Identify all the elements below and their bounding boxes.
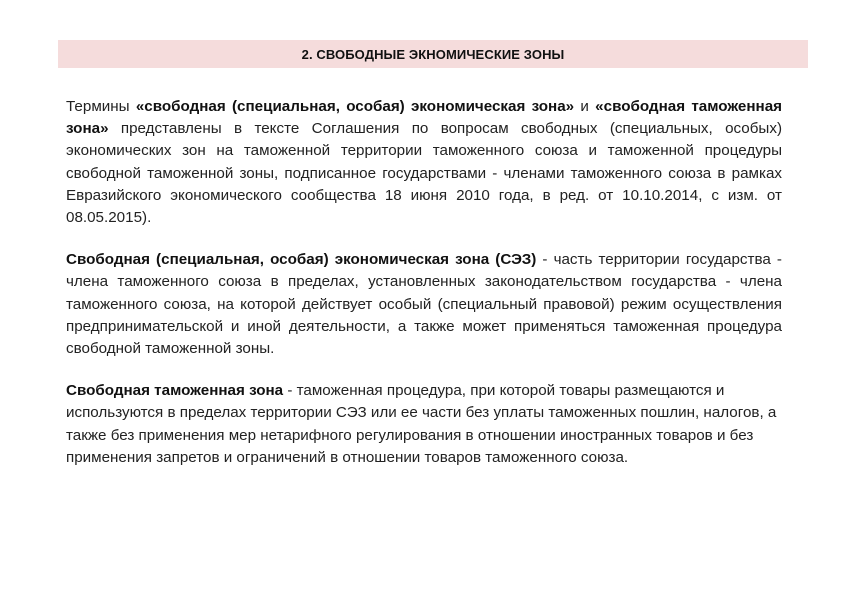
paragraph-text: - часть территории государства - члена таможенного союза в пределах, установленных законодательством государства - члена таможенного союза, на которой действует особый (специальный правовой) режим осуществления предпринимательской и иной деятельности, а также может применяться таможенная процедура свободной таможенной зоны. bbox=[66, 251, 782, 358]
paragraph-fcz-definition bbox=[66, 380, 782, 469]
paragraph-text: и bbox=[574, 98, 596, 115]
section-title: 2. СВОБОДНЫЕ ЭКНОМИЧЕСКИЕ ЗОНЫ bbox=[301, 46, 565, 62]
paragraph-text: - таможенная процедура, при которой товары размещаются и используются в пределах территории СЭЗ или ее части без уплаты таможенных пошлин, налогов, а также без применения мер нетарифного регулирования в отношении иностранных товаров и без применения запретов и ограничений в отношении товаров таможенного союза. bbox=[66, 382, 777, 466]
term-free-customs-zone: «свободная таможенная зона» bbox=[66, 98, 782, 138]
paragraph-sez-definition bbox=[66, 249, 782, 360]
term-sez: «свободная (специальная, особая) экономическая зона» bbox=[135, 98, 575, 115]
paragraph-text: Термины bbox=[66, 98, 136, 115]
paragraph-terms bbox=[66, 96, 782, 229]
term-sez-definition: Свободная (специальная, особая) экономическая зона (СЭЗ) bbox=[66, 251, 537, 269]
paragraph-text: представлены в тексте Соглашения по вопросам свободных (специальных, особых) экономических зон на таможенной территории таможенного союза и таможенной процедуры свободной таможенной зоны, подписанное государствами - членами таможенного союза в рамках Евразийского экономического сообщества 18 июня 2010 года, в ред. от 10.10.2014, с изм. от 08.05.2015). bbox=[66, 120, 782, 227]
term-fcz-definition: Свободная таможенная зона bbox=[66, 382, 284, 400]
header-band bbox=[58, 40, 808, 68]
document-body bbox=[66, 96, 782, 489]
